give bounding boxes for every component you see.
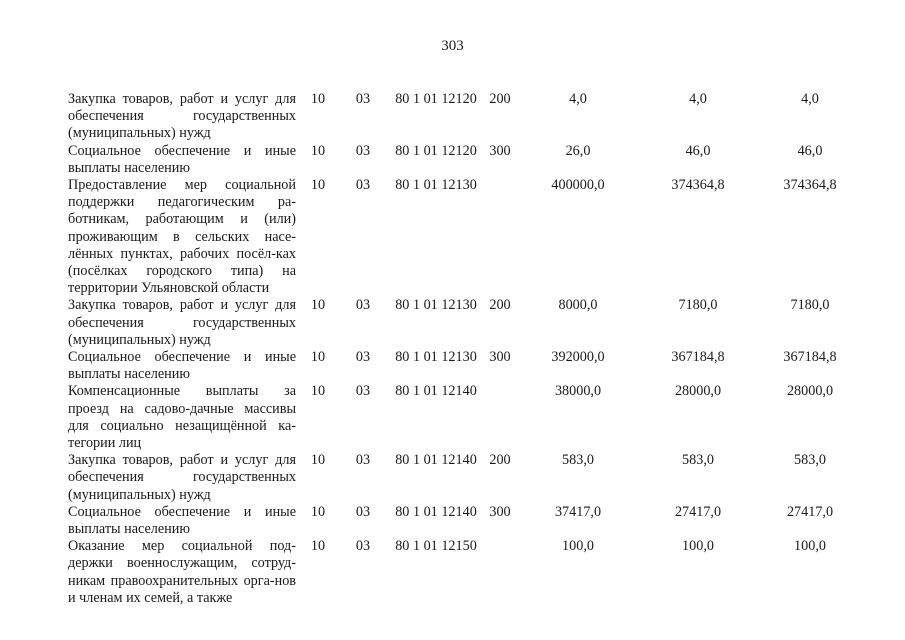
section-code-cell: 10 xyxy=(310,452,326,469)
target-article-code-cell: 80 1 01 12120 xyxy=(395,91,477,107)
amount-3-cell: 28000,0 xyxy=(786,383,834,400)
subsection-code-cell: 03 xyxy=(355,503,371,520)
amount-3-cell: 367184,8 xyxy=(783,349,837,366)
expense-name-cell: Социальное обеспечение и иные выплаты населению xyxy=(68,503,296,538)
amount-3-cell: 27417,0 xyxy=(786,503,834,520)
table-row xyxy=(68,177,866,297)
section-code-cell: 10 xyxy=(310,383,326,400)
amount-2-cell: 374364,8 xyxy=(671,177,725,194)
expense-name-cell: Социальное обеспечение и иные выплаты населению xyxy=(68,349,296,383)
target-article-code-cell: 80 1 01 12130 xyxy=(395,177,477,194)
amount-1-cell: 583,0 xyxy=(562,452,594,469)
table-row xyxy=(68,349,866,383)
amount-1-cell: 38000,0 xyxy=(554,383,602,400)
amount-2-cell: 28000,0 xyxy=(674,383,722,400)
expense-name-cell: Компенсационные выплаты за проезд на садово-дачные массивы для социально незащищённой ка-тегории лиц xyxy=(68,383,296,452)
page-number: 303 xyxy=(441,38,464,54)
amount-1-cell: 392000,0 xyxy=(551,349,605,366)
expense-name-cell: Социальное обеспечение и иные выплаты населению xyxy=(68,142,296,176)
subsection-code-cell: 03 xyxy=(355,177,371,194)
table-row xyxy=(68,143,866,177)
section-code-cell: 10 xyxy=(310,142,326,159)
expense-type-code-cell: 200 xyxy=(489,297,511,314)
amount-1-cell: 4,0 xyxy=(569,91,587,107)
table-row xyxy=(68,452,866,504)
amount-2-cell: 583,0 xyxy=(682,452,714,469)
amount-3-cell: 7180,0 xyxy=(790,297,830,314)
table-row xyxy=(68,504,866,538)
amount-2-cell: 100,0 xyxy=(682,538,714,555)
amount-2-cell: 46,0 xyxy=(685,142,711,159)
amount-3-cell: 374364,8 xyxy=(783,177,837,194)
budget-table xyxy=(68,91,866,607)
section-code-cell: 10 xyxy=(310,503,326,520)
target-article-code-cell: 80 1 01 12140 xyxy=(395,452,477,469)
subsection-code-cell: 03 xyxy=(355,142,371,159)
amount-1-cell: 400000,0 xyxy=(551,177,605,194)
table-row xyxy=(68,383,866,452)
section-code-cell: 10 xyxy=(310,91,326,107)
section-code-cell: 10 xyxy=(310,177,326,194)
amount-3-cell: 100,0 xyxy=(794,538,826,555)
subsection-code-cell: 03 xyxy=(355,349,371,366)
subsection-code-cell: 03 xyxy=(355,452,371,469)
subsection-code-cell: 03 xyxy=(355,91,371,107)
amount-1-cell: 100,0 xyxy=(562,538,594,555)
section-code-cell: 10 xyxy=(310,349,326,366)
target-article-code-cell: 80 1 01 12150 xyxy=(395,538,477,555)
amount-2-cell: 7180,0 xyxy=(678,297,718,314)
expense-type-code-cell xyxy=(486,538,514,607)
target-article-code-cell: 80 1 01 12130 xyxy=(395,349,477,366)
amount-2-cell: 27417,0 xyxy=(674,503,722,520)
amount-1-cell: 8000,0 xyxy=(558,297,598,314)
subsection-code-cell: 03 xyxy=(355,538,371,555)
expense-name-cell: Оказание мер социальной под-держки военнослужащим, сотруд-никам правоохранительных орга-нов и членам их семей, а также xyxy=(68,538,296,606)
table-row xyxy=(68,297,866,349)
expense-type-code-cell: 200 xyxy=(489,91,511,107)
expense-type-code-cell: 300 xyxy=(489,349,511,366)
table-row xyxy=(68,538,866,607)
amount-1-cell: 26,0 xyxy=(565,142,591,159)
amount-1-cell: 37417,0 xyxy=(554,503,602,520)
expense-type-code-cell xyxy=(486,383,514,452)
target-article-code-cell: 80 1 01 12140 xyxy=(395,383,477,400)
amount-3-cell: 583,0 xyxy=(794,452,826,469)
amount-3-cell: 4,0 xyxy=(801,91,819,107)
subsection-code-cell: 03 xyxy=(355,383,371,400)
expense-name-cell: Закупка товаров, работ и услуг для обеспечения государственных (муниципальных) нужд xyxy=(68,91,296,142)
table-row xyxy=(68,91,866,143)
subsection-code-cell: 03 xyxy=(355,297,371,314)
amount-2-cell: 367184,8 xyxy=(671,349,725,366)
section-code-cell: 10 xyxy=(310,297,326,314)
target-article-code-cell: 80 1 01 12130 xyxy=(395,297,477,314)
expense-type-code-cell: 300 xyxy=(489,503,511,520)
budget-table-body xyxy=(68,91,866,607)
expense-type-code-cell: 200 xyxy=(489,452,511,469)
expense-type-code-cell: 300 xyxy=(489,142,511,159)
target-article-code-cell: 80 1 01 12140 xyxy=(395,503,477,520)
amount-2-cell: 4,0 xyxy=(689,91,707,107)
section-code-cell: 10 xyxy=(310,538,326,555)
expense-name-cell: Закупка товаров, работ и услуг для обеспечения государственных (муниципальных) нужд xyxy=(68,297,296,348)
expense-name-cell: Предоставление мер социальной поддержки педагогическим ра-ботникам, работающим и (или) проживающим в сельских насе-лённых пунктах, рабочих посёл-ках (посёлках городского типа) на территории Ульяновской области xyxy=(68,177,296,297)
target-article-code-cell: 80 1 01 12120 xyxy=(395,142,477,159)
amount-3-cell: 46,0 xyxy=(797,142,823,159)
expense-name-cell: Закупка товаров, работ и услуг для обеспечения государственных (муниципальных) нужд xyxy=(68,452,296,503)
expense-type-code-cell xyxy=(486,177,514,297)
